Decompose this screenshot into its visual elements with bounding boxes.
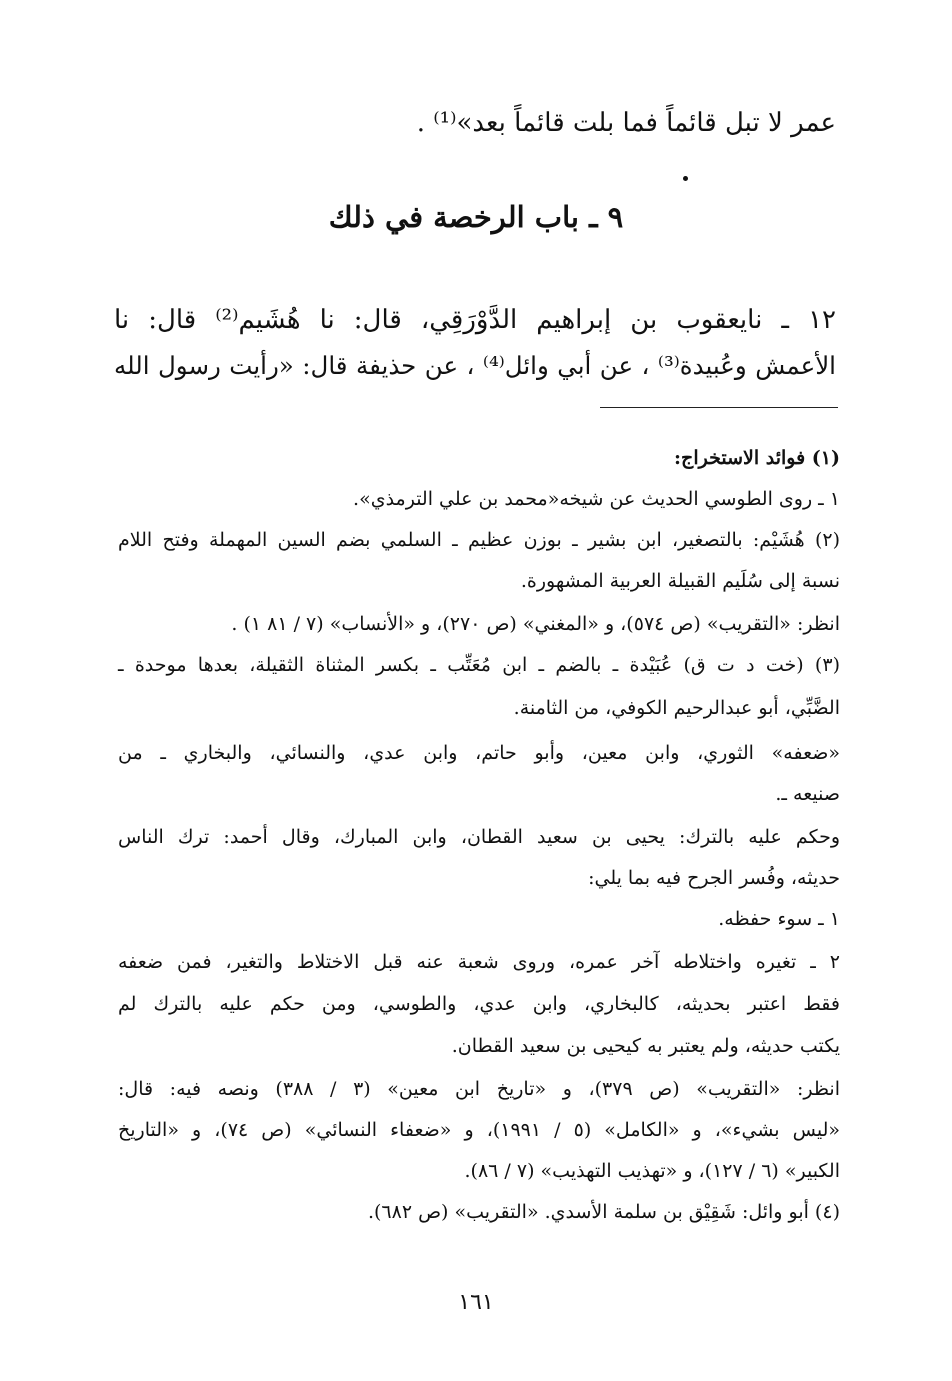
chapter-title: ٩ ـ باب الرخصة في ذلك [328,200,624,234]
main-text-line: عمر لا تبل قائماً فما بلت قائماً بعد»⁽¹⁾ . [416,108,836,138]
footnote-line: (٣) (خت د ت ق) عُبَيْدة ـ بالضم ـ ابن مُعَتِّب ـ بكسر المثناة الثقيلة، بعدها موحدة ـ [118,654,840,676]
page-number: ١٦١ [458,1290,494,1315]
footnote-line: (٤) أبو وائل: شَقِيْق بن سلمة الأسدي. «التقريب» (ص ٦٨٢). [367,1201,840,1223]
footnote-line: يكتب حديثه، ولم يعتبر به كيحيى بن سعيد القطان. [451,1035,840,1057]
stray-dot [683,176,688,181]
footnote-heading: (١) فوائد الاستخراج: [674,447,840,469]
footnote-line: «ضعفه» الثوري، وابن معين، وأبو حاتم، وابن عدي، والنسائي، والبخاري ـ من [118,742,840,764]
footnote-line: انظر: «التقريب» (ص ٣٧٩)، و «تاريخ ابن معين» (٣ / ٣٨٨) ونصه فيه: قال: [118,1078,840,1100]
footnote-line: انظر: «التقريب» (ص ٥٧٤)، و «المغني» (ص ٢٧٠)، و «الأنساب» (٧ / ٨١ ١) . [231,613,840,635]
footnote-line: «ليس بشيء»، و «الكامل» (٥ / ١٩٩١)، و «ضعفاء النسائي» (ص ٧٤)، و «التاريخ [118,1119,840,1141]
footnote-line: (٢) هُشَيْم: بالتصغير، ابن بشير ـ بوزن عظيم ـ السلمي بضم السين المهملة وفتح اللام [118,529,840,551]
hadith-line: الأعمش وعُبيدة⁽³⁾ ، عن أبي وائل⁽⁴⁾ ، عن حذيفة قال: «رأيت رسول الله [114,351,836,380]
footnote-line: صنيعه ـ. [775,783,840,805]
footnote-line: الضَّبِّي، أبو عبدالرحيم الكوفي، من الثامنة. [513,697,840,719]
footnote-line: الكبير» (٦ / ١٢٧)، و «تهذيب التهذيب» (٧ / ٨٦). [464,1160,840,1182]
footnote-line: وحكم عليه بالترك: يحيى بن سعيد القطان، وابن المبارك، وقال أحمد: ترك الناس [118,826,840,848]
footnote-line: حديثه، وفُسر الجرح فيه بما يلي: [588,867,840,889]
footnote-line: نسبة إلى سُلَيم القبيلة العربية المشهورة. [520,570,840,592]
footnote-line: ٢ ـ تغيره واختلاطه آخر عمره، وروى شعبة عنه قبل الاختلاط والتغير، فمن ضعفه [118,951,840,973]
footnote-line: فقط اعتبر بحديثه، كالبخاري، وابن عدي، والطوسي، ومن حكم عليه بالترك لم [118,993,840,1015]
hadith-line: ١٢ ـ نايعقوب بن إبراهيم الدَّوْرَقِي، قال: نا هُشَيم⁽²⁾ قال: نا [114,305,836,335]
footnote-separator [600,407,838,408]
footnote-line: ١ ـ روى الطوسي الحديث عن شيخه«محمد بن علي الترمذي». [353,488,840,510]
footnote-line: ١ ـ سوء حفظه. [718,908,840,930]
